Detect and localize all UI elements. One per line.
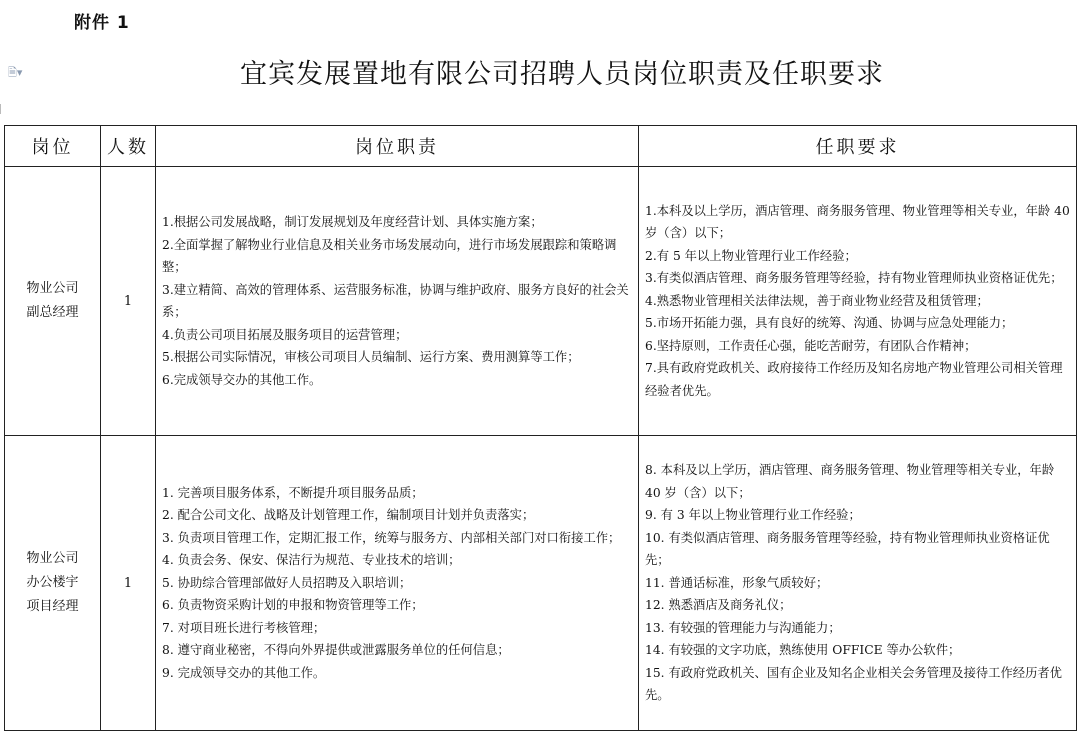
count-cell: 1 <box>101 167 156 436</box>
requirement-item: 1.本科及以上学历，酒店管理、商务服务管理、物业管理等相关专业，年龄 40 岁（含）以下； <box>645 203 1070 241</box>
header-duties: 岗位职责 <box>156 126 639 167</box>
position-line: 副总经理 <box>26 305 79 320</box>
requirement-item: 6.坚持原则，工作责任心强，能吃苦耐劳，有团队合作精神； <box>645 338 977 353</box>
duty-item: 5.根据公司实际情况，审核公司项目人员编制、运行方案、费用测算等工作； <box>162 350 580 364</box>
duty-item: 6. 负责物资采购计划的申报和物资管理等工作； <box>162 598 424 613</box>
duty-item: 5. 协助综合管理部做好人员招聘及入职培训； <box>162 575 412 590</box>
duty-item: 1. 完善项目服务体系，不断提升项目服务品质； <box>162 485 424 500</box>
duty-item: 6.完成领导交办的其他工作。 <box>162 372 322 387</box>
recruitment-table <box>4 125 1077 731</box>
requirement-item: 15. 有政府党政机关、国有企业及知名企业相关会务管理及接待工作经历者优先。 <box>645 665 1062 703</box>
position-cell <box>5 167 101 436</box>
requirement-item: 11. 普通话标准，形象气质较好； <box>645 575 829 590</box>
duty-item: 2. 配合公司文化、战略及计划管理工作，编制项目计划并负责落实； <box>162 508 535 523</box>
position-line: 项目经理 <box>26 599 79 614</box>
duty-item: 1.根据公司发展战略，制订发展规划及年度经营计划、具体实施方案； <box>162 215 543 229</box>
duty-item: 3.建立精简、高效的管理体系、运营服务标准，协调与维护政府、服务方良好的社会关系； <box>162 282 629 319</box>
requirement-item: 2.有 5 年以上物业管理行业工作经验； <box>645 248 857 263</box>
requirement-item: 14. 有较强的文字功底，熟练使用 OFFICE 等办公软件； <box>645 643 961 658</box>
duty-item: 4.负责公司项目拓展及服务项目的运营管理； <box>162 327 408 342</box>
duty-item: 3. 负责项目管理工作，定期汇报工作，统筹与服务方、内部相关部门对口衔接工作； <box>162 530 621 545</box>
attachment-label: 附件 1 <box>74 13 130 33</box>
duties-cell <box>156 167 639 436</box>
header-count: 人数 <box>101 126 156 167</box>
requirement-item: 7.具有政府党政机关、政府接待工作经历及知名房地产物业管理公司相关管理经验者优先。 <box>645 361 1063 398</box>
position-line: 物业公司 <box>26 281 79 296</box>
table-header-row <box>5 126 1077 167</box>
duty-item: 7. 对项目班长进行考核管理； <box>162 620 326 635</box>
requirement-item: 5.市场开拓能力强，具有良好的统筹、沟通、协调与应急处理能力； <box>645 316 1014 331</box>
table-row <box>5 436 1077 731</box>
count-cell: 1 <box>101 436 156 731</box>
requirement-item: 10. 有类似酒店管理、商务服务管理等经验，持有物业管理师执业资格证优先； <box>645 530 1050 568</box>
requirement-item: 4.熟悉物业管理相关法律法规，善于商业物业经营及租赁管理； <box>645 293 989 308</box>
duties-cell <box>156 436 639 731</box>
requirement-item: 9. 有 3 年以上物业管理行业工作经验； <box>645 508 861 523</box>
position-cell <box>5 436 101 731</box>
requirement-item: 12. 熟悉酒店及商务礼仪； <box>645 598 792 613</box>
page-title: 宜宾发展置地有限公司招聘人员岗位职责及任职要求 <box>240 59 884 90</box>
requirement-item: 13. 有较强的管理能力与沟通能力； <box>645 620 841 635</box>
duty-item: 9. 完成领导交办的其他工作。 <box>162 665 326 680</box>
margin-mark <box>0 104 4 114</box>
requirement-item: 3.有类似酒店管理、商务服务管理等经验，持有物业管理师执业资格证优先； <box>645 271 1063 286</box>
position-line: 办公楼宇 <box>26 575 79 590</box>
document-icon[interactable]: 🗎▾ <box>8 66 23 79</box>
requirement-item: 8. 本科及以上学历，酒店管理、商务服务管理、物业管理等相关专业，年龄 40 岁（含）以下； <box>645 463 1055 500</box>
position-line: 物业公司 <box>26 551 79 566</box>
requirements-cell <box>639 167 1077 436</box>
requirements-cell <box>639 436 1077 731</box>
header-position: 岗位 <box>5 126 101 167</box>
duty-item: 4. 负责会务、保安、保洁行为规范、专业技术的培训； <box>162 553 461 568</box>
duty-item: 2.全面掌握了解物业行业信息及相关业务市场发展动向，进行市场发展跟踪和策略调整； <box>162 237 617 274</box>
duty-item: 8. 遵守商业秘密，不得向外界提供或泄露服务单位的任何信息； <box>162 643 510 658</box>
header-requirements: 任职要求 <box>639 126 1077 167</box>
table-row <box>5 167 1077 436</box>
